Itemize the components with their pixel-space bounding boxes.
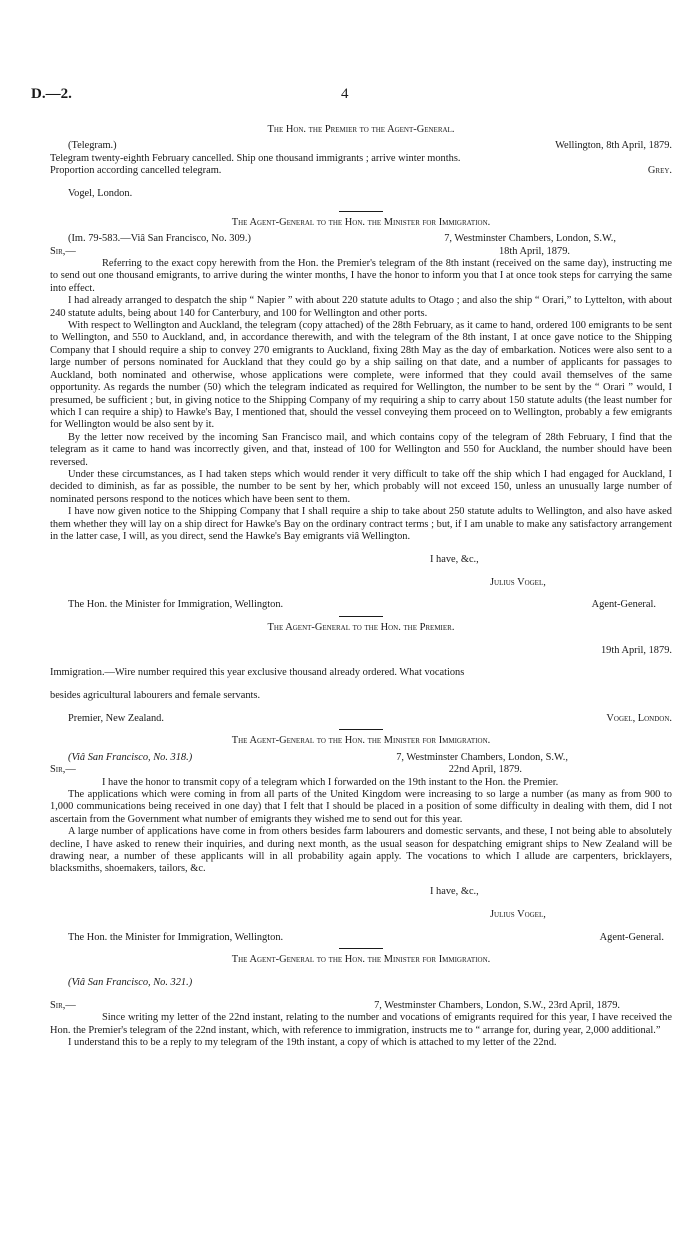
telegram-body-continued: Proportion according cancelled telegram. — [50, 165, 222, 177]
telegram-premier-to-agent-general — [50, 124, 672, 200]
salutation: Sir,— — [50, 999, 76, 1011]
section-heading: The Agent-General to the Hon. the Premier. — [267, 621, 455, 633]
section-heading: The Agent-General to the Hon. the Minister for Immigration. — [231, 216, 491, 228]
paragraph: With respect to Wellington and Auckland, the telegram (copy attached) of the 28th February, as it came to hand, ordered 100 emigrants to be sent to Wellington, and 550 to Auckland, and, in accordance therewith, and with the telegram of the 8th instant, I at once gave notice to the Shipping Company that I should require a ship to convey 270 emigrants to Auckland, fixing 28th May as the day of embarkation. Notices were also sent to a large number of persons nominated for Auckland that they could go by a ship sailing on that date, and a number of applicants for passages to Auckland, both nominated and otherwise, whose applications were complete, were informed that they could avail themselves of the same opportunity. As regards the number (50) which the telegram indicated as required for Wellington, the number to be sent by the “ Orari ” would, I presumed, be sufficient ; but, in giving notice to the Shipping Company of my requiring a ship to carry about 150 statute adults (the least number for which I can require a ship) to Hawke's Bay, I mentioned that, should the vessel conveying them proceed on to Wellington, probably a few emigrants for Wellington would be also sent by it. — [50, 320, 672, 431]
telegram-label: (Telegram.) — [68, 140, 117, 152]
paragraph: A large number of applications have come in from others besides farm labourers and domestic servants, and these, I not being able to absolutely decline, I have asked to renew their inquiries, and during next month, as the usual season for despatching emigrant ships to New Zealand will be drawing near, a number of these applicants will in all probability again apply. The vocations to which I allude are carpenters, bricklayers, blacksmiths, shoemakers, tailors, &c. — [50, 826, 672, 875]
place-date: Wellington, 8th April, 1879. — [555, 140, 672, 152]
salutation: Sir,— — [50, 245, 76, 257]
paragraph: I have the honor to transmit copy of a telegram which I forwarded on the 19th instant to the Hon. the Premier. — [102, 776, 559, 788]
telegram-addressee: Vogel, London. — [68, 188, 133, 200]
telegram-sender: Vogel, London. — [606, 712, 672, 724]
document-reference: D.—2. — [31, 86, 72, 102]
paragraph: Since writing my letter of the 22nd instant, relating to the number and vocations of emigrants required for this year, I have received the Hon. the Premier's telegram of the 22nd instant, which, with reference to immigration, instructs me to “ arrange for, during year, 2,000 additional.” — [50, 1012, 672, 1036]
telegram-addressee: Premier, New Zealand. — [68, 712, 164, 724]
letter-address: 7, Westminster Chambers, London, S.W., — [444, 233, 616, 245]
letter-date: 18th April, 1879. — [498, 245, 570, 257]
telegram-date: 19th April, 1879. — [600, 644, 672, 656]
letter-address-date: 7, Westminster Chambers, London, S.W., 23rd April, 1879. — [374, 999, 620, 1011]
salutation: Sir,— — [50, 764, 76, 776]
page-number: 4 — [341, 86, 349, 102]
recipient: The Hon. the Minister for Immigration, Wellington. — [68, 931, 284, 943]
letter-address: 7, Westminster Chambers, London, S.W., — [396, 751, 568, 763]
paragraph: Referring to the exact copy herewith from the Hon. the Premier's telegram of the 8th instant (received on the same day), instructing me to send out one thousand emigrants, to arrive during the winter months, I have the honor to inform you that I at once took steps for carrying the same into effect. — [50, 258, 672, 294]
section-divider — [339, 211, 383, 212]
paragraph: I had already arranged to despatch the ship “ Napier ” with about 220 statute adults to Otago ; and also the ship “ Orari,” to Lyttelton, with about 240 statute adults, being about 140 for Canterbury, and 100 for Wellington and other ports. — [50, 295, 672, 319]
closing: I have, &c., — [430, 553, 479, 565]
signatory: Julius Vogel, — [490, 909, 546, 921]
letter-reference: (Im. 79-583.—Viâ San Francisco, No. 309.) — [68, 233, 251, 245]
paragraph: Under these circumstances, as I had taken steps which would render it very difficult to take off the ship which I had engaged for Auckland, I decided to diminish, as far as possible, the number to be sent by her, which probably will not exceed 150, unless an unusually large number of nominated persons respond to the notices which have been sent to them. — [50, 468, 672, 505]
signatory-title: Agent-General. — [591, 599, 656, 611]
letter-agent-general-309 — [50, 217, 672, 612]
section-divider — [339, 948, 383, 949]
section-heading: The Agent-General to the Hon. the Minister for Immigration. — [231, 954, 491, 966]
letter-reference: (Viâ San Francisco, No. 318.) — [68, 751, 193, 763]
telegram-body: Immigration.—Wire number required this year exclusive thousand already ordered. What vocations — [50, 667, 465, 679]
document-body — [50, 124, 672, 1049]
signatory-title: Agent-General. — [599, 931, 664, 943]
recipient: The Hon. the Minister for Immigration, Wellington. — [68, 599, 284, 611]
signatory: Julius Vogel, — [490, 576, 546, 588]
letter-reference: (Viâ San Francisco, No. 321.) — [68, 977, 193, 989]
telegram-sender: Grey. — [647, 165, 672, 177]
paragraph: The applications which were coming in from all parts of the United Kingdom were increasing to so large a number (as many as from 900 to 1,000 communications being received in one day) that I felt that I should be placed in a position of some difficulty in dealing with them, did I not ascertain from the Government what number of emigrants they wished me to send out for this year. — [50, 788, 672, 825]
section-divider — [339, 616, 383, 617]
paragraph: I understand this to be a reply to my telegram of the 19th instant, a copy of which is attached to my letter of the 22nd. — [68, 1037, 557, 1049]
closing: I have, &c., — [430, 886, 479, 898]
letter-date: 22nd April, 1879. — [448, 764, 522, 776]
paragraph: By the letter now received by the incoming San Francisco mail, and which contains copy of the telegram of 28th February, I find that the telegram as it came to hand was incorrectly given, and that, instead of 100 for Wellington and 550 for Auckland, the number should have been reversed. — [50, 431, 672, 468]
telegram-agent-general-to-premier — [50, 622, 672, 726]
telegram-body: Telegram twenty-eighth February cancelled. Ship one thousand immigrants ; arrive winter months. — [50, 152, 461, 164]
section-divider — [339, 729, 383, 730]
telegram-body-continued: besides agricultural labourers and female servants. — [50, 690, 261, 702]
letter-agent-general-321 — [50, 954, 672, 1049]
paragraph: I have now given notice to the Shipping Company that I shall require a ship to take about 250 statute adults to Wellington, and also have asked them whether they will lay on a ship direct for Hawke's Bay on the ordinary contract terms ; but, if I am unable to make any satisfactory arrangement in the latter case, I will, as you direct, send the Hawke's Bay emigrants viâ Wellington. — [50, 506, 672, 542]
section-heading: The Agent-General to the Hon. the Minister for Immigration. — [231, 735, 491, 747]
section-heading: The Hon. the Premier to the Agent-General. — [267, 124, 455, 135]
letter-agent-general-318 — [50, 735, 672, 944]
